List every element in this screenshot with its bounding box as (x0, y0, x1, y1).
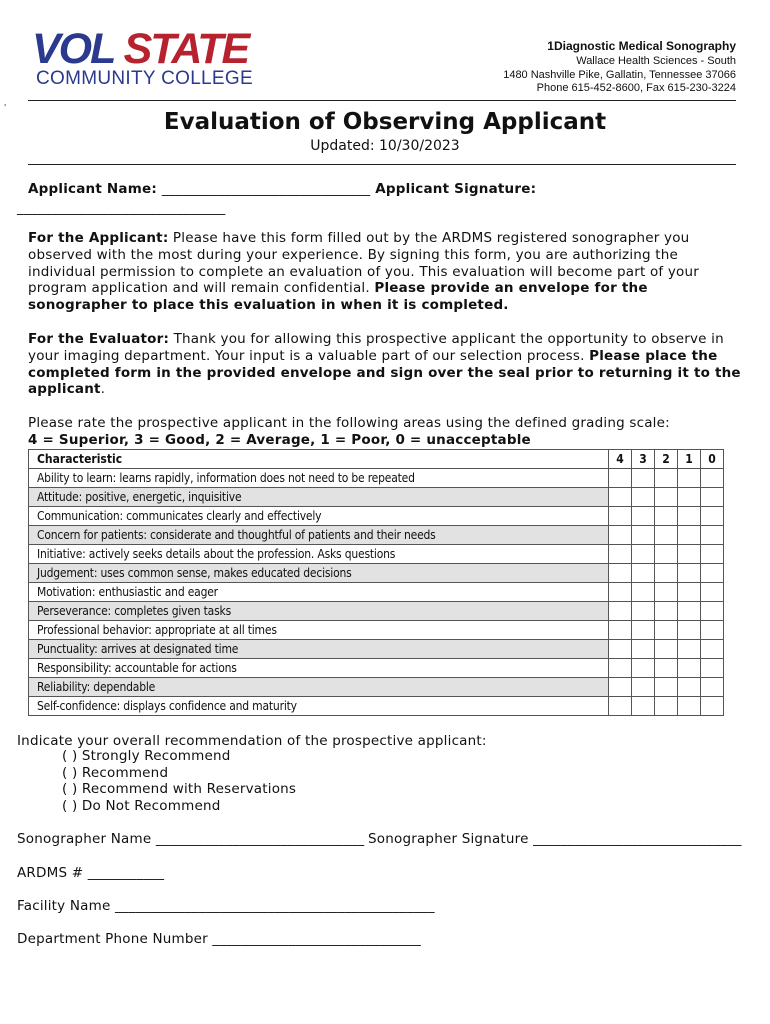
characteristic-cell: Concern for patients: considerate and thoughtful of patients and their needs (29, 526, 609, 545)
table-row (29, 469, 724, 488)
grade-0-cell[interactable] (701, 564, 724, 583)
sonographer-name-field[interactable]: Sonographer Name ______________________________ (17, 831, 365, 847)
header-grade-3: 3 (632, 450, 655, 469)
grade-3-cell[interactable] (632, 469, 655, 488)
grade-4-cell[interactable] (609, 583, 632, 602)
grade-3-cell[interactable] (632, 583, 655, 602)
grade-1-cell[interactable] (678, 583, 701, 602)
header-rule (28, 100, 736, 101)
grade-4-cell[interactable] (609, 678, 632, 697)
characteristic-cell: Attitude: positive, energetic, inquisitive (29, 488, 609, 507)
table-row (29, 583, 724, 602)
applicant-instructions-label: For the Applicant: (28, 230, 169, 246)
grade-1-cell[interactable] (678, 469, 701, 488)
characteristic-cell: Motivation: enthusiastic and eager (29, 583, 609, 602)
page-title: Evaluation of Observing Applicant (163, 109, 607, 135)
characteristic-cell: Punctuality: arrives at designated time (29, 640, 609, 659)
grade-3-cell[interactable] (632, 602, 655, 621)
rating-table (28, 449, 724, 716)
grade-0-cell[interactable] (701, 659, 724, 678)
grade-3-cell[interactable] (632, 545, 655, 564)
grade-4-cell[interactable] (609, 469, 632, 488)
grade-0-cell[interactable] (701, 678, 724, 697)
characteristic-cell: Initiative: actively seeks details about the profession. Asks questions (29, 545, 609, 564)
grade-0-cell[interactable] (701, 621, 724, 640)
grade-3-cell[interactable] (632, 659, 655, 678)
facility-name-field[interactable]: Facility Name ______________________________________________ (17, 898, 435, 914)
grade-2-cell[interactable] (655, 602, 678, 621)
grade-1-cell[interactable] (678, 488, 701, 507)
recommendation-prompt: Indicate your overall recommendation of the prospective applicant: (17, 733, 487, 749)
grade-2-cell[interactable] (655, 583, 678, 602)
grade-2-cell[interactable] (655, 621, 678, 640)
grade-1-cell[interactable] (678, 507, 701, 526)
department-phone-field[interactable]: Department Phone Number ______________________________ (17, 931, 421, 947)
rating-table-header (29, 450, 724, 469)
grade-0-cell[interactable] (701, 640, 724, 659)
grade-2-cell[interactable] (655, 564, 678, 583)
college-logo (32, 26, 248, 72)
characteristic-cell: Perseverance: completes given tasks (29, 602, 609, 621)
grade-4-cell[interactable] (609, 602, 632, 621)
grade-3-cell[interactable] (632, 526, 655, 545)
grade-0-cell[interactable] (701, 602, 724, 621)
table-row (29, 488, 724, 507)
table-row (29, 659, 724, 678)
grade-0-cell[interactable] (701, 488, 724, 507)
grade-4-cell[interactable] (609, 545, 632, 564)
grade-2-cell[interactable] (655, 640, 678, 659)
table-row (29, 602, 724, 621)
characteristic-cell: Self-confidence: displays confidence and maturity (29, 697, 609, 716)
characteristic-cell: Responsibility: accountable for actions (29, 659, 609, 678)
grade-2-cell[interactable] (655, 507, 678, 526)
header-line-2: Wallace Health Sciences - South (576, 55, 736, 67)
grade-3-cell[interactable] (632, 564, 655, 583)
grade-2-cell[interactable] (655, 678, 678, 697)
evaluator-instructions-text: Thank you for allowing this prospective applicant the opportunity to observe in your imaging department. Your input is a valuable part of our selection process. (28, 331, 724, 364)
grade-2-cell[interactable] (655, 469, 678, 488)
applicant-line (28, 181, 536, 198)
characteristic-cell: Ability to learn: learns rapidly, information does not need to be repeated (29, 469, 609, 488)
applicant-signature-field[interactable]: ______________________________ (17, 200, 226, 216)
header-address: 1480 Nashville Pike, Gallatin, Tennessee 37066 (503, 69, 736, 81)
option-strongly-recommend[interactable]: ( ) Strongly Recommend (62, 748, 231, 764)
applicant-instructions (28, 230, 750, 314)
applicant-name-label: Applicant Name: (28, 181, 157, 197)
characteristic-cell: Professional behavior: appropriate at all times (29, 621, 609, 640)
characteristic-cell: Communication: communicates clearly and effectively (29, 507, 609, 526)
grade-1-cell[interactable] (678, 526, 701, 545)
applicant-instructions-text: Please have this form filled out by the ARDMS registered sonographer you observed with the most during your experience. By signing this form, you are authorizing the individual permission to complete an evaluation of you. This evaluation will become part of your program application and will remain confidential. (28, 230, 700, 297)
grade-1-cell[interactable] (678, 621, 701, 640)
grade-4-cell[interactable] (609, 621, 632, 640)
grade-1-cell[interactable] (678, 640, 701, 659)
ardms-field[interactable]: ARDMS # ___________ (17, 865, 165, 881)
table-row (29, 640, 724, 659)
table-row (29, 545, 724, 564)
grade-4-cell[interactable] (609, 526, 632, 545)
grade-1-cell[interactable] (678, 697, 701, 716)
grade-4-cell[interactable] (609, 640, 632, 659)
department-name: 1Diagnostic Medical Sonography (547, 39, 736, 53)
option-recommend[interactable]: ( ) Recommend (62, 765, 169, 781)
grade-1-cell[interactable] (678, 602, 701, 621)
header-grade-2: 2 (655, 450, 678, 469)
table-row (29, 621, 724, 640)
updated-date: Updated: 10/30/2023 (310, 138, 460, 154)
grade-0-cell[interactable] (701, 507, 724, 526)
option-do-not-recommend[interactable]: ( ) Do Not Recommend (62, 798, 221, 814)
grade-3-cell[interactable] (632, 640, 655, 659)
grade-4-cell[interactable] (609, 659, 632, 678)
table-row (29, 678, 724, 697)
grade-2-cell[interactable] (655, 488, 678, 507)
rating-intro: Please rate the prospective applicant in the following areas using the defined grading scale: (28, 415, 670, 431)
table-row (29, 564, 724, 583)
header-characteristic: Characteristic (29, 450, 609, 469)
header-grade-1: 1 (678, 450, 701, 469)
grade-3-cell[interactable] (632, 507, 655, 526)
characteristic-cell: Judgement: uses common sense, makes educated decisions (29, 564, 609, 583)
grade-4-cell[interactable] (609, 564, 632, 583)
grade-4-cell[interactable] (609, 507, 632, 526)
grade-1-cell[interactable] (678, 659, 701, 678)
grade-0-cell[interactable] (701, 697, 724, 716)
grade-2-cell[interactable] (655, 659, 678, 678)
header-grade-0: 0 (701, 450, 724, 469)
grade-1-cell[interactable] (678, 545, 701, 564)
table-row (29, 526, 724, 545)
table-row (29, 507, 724, 526)
logo-state: STATE (123, 25, 249, 73)
grade-3-cell[interactable] (632, 678, 655, 697)
header-grade-4: 4 (609, 450, 632, 469)
applicant-name-field[interactable]: ______________________________ (161, 181, 371, 197)
header-phone: Phone 615-452-8600, Fax 615-230-3224 (536, 82, 736, 94)
grade-3-cell[interactable] (632, 621, 655, 640)
grade-2-cell[interactable] (655, 697, 678, 716)
option-recommend-with-reservations[interactable]: ( ) Recommend with Reservations (62, 781, 297, 797)
evaluator-instructions-end: . (100, 381, 106, 398)
sonographer-signature-field[interactable]: Sonographer Signature ______________________________ (368, 831, 742, 847)
grade-4-cell[interactable] (609, 488, 632, 507)
grade-0-cell[interactable] (701, 583, 724, 602)
grade-2-cell[interactable] (655, 526, 678, 545)
grading-scale: 4 = Superior, 3 = Good, 2 = Average, 1 = Poor, 0 = unacceptable (28, 432, 531, 448)
grade-1-cell[interactable] (678, 678, 701, 697)
grade-4-cell[interactable] (609, 697, 632, 716)
evaluator-instructions-bold: Please place the completed form in the provided envelope and sign over the seal prior to returning it to the applicant (28, 347, 741, 398)
applicant-instructions-bold: Please provide an envelope for the sonographer to place this evaluation in when it is completed. (28, 280, 648, 314)
logo-subtitle: COMMUNITY COLLEGE (36, 68, 253, 89)
grade-1-cell[interactable] (678, 564, 701, 583)
title-rule (28, 164, 736, 165)
grade-3-cell[interactable] (632, 697, 655, 716)
grade-0-cell[interactable] (701, 545, 724, 564)
grade-0-cell[interactable] (701, 469, 724, 488)
grade-2-cell[interactable] (655, 545, 678, 564)
grade-3-cell[interactable] (632, 488, 655, 507)
applicant-signature-label: Applicant Signature: (375, 181, 537, 197)
grade-0-cell[interactable] (701, 526, 724, 545)
margin-mark: ' (4, 103, 7, 112)
table-row (29, 697, 724, 716)
logo-vol: VOL (32, 25, 124, 73)
evaluator-instructions (28, 331, 750, 398)
characteristic-cell: Reliability: dependable (29, 678, 609, 697)
evaluator-instructions-label: For the Evaluator: (28, 331, 170, 347)
